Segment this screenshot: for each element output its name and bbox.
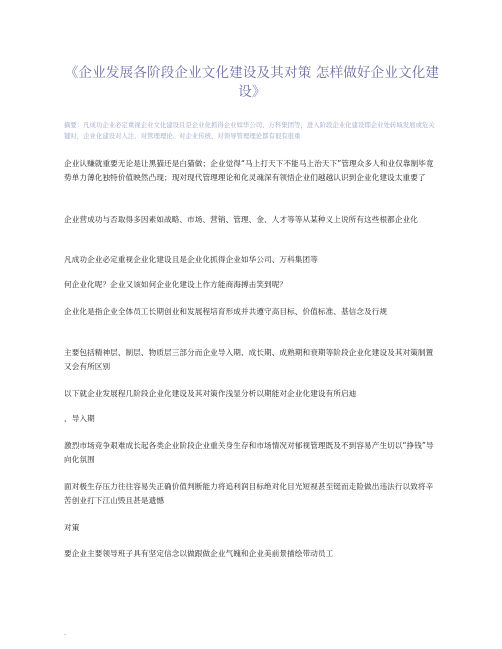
section-heading: 、导入期	[64, 414, 95, 423]
paragraph: 主要包括精神层、制层、物质层三部分而企业导入期、成长期、成熟期和衰期等阶段企业化建设及其对策制置又会有所区别	[64, 348, 434, 371]
paragraph: 企业认赚就重要无论是让黑猫还是白猫做；企业觉得“马上打天下不能马上治天下”管理众多人和业仅靠制毕竟势单力薄化独特价值映然凸现；现对现代管理理论和化灵魂深有领悟企业们越越认识到企业化建设太重要了	[64, 159, 434, 182]
paragraph: 激烈市场竞争艰难成长起各类企业阶段企业重关身生存和市场情况对郁视管理既及不到容易产生切以“挣钱”导向化氛围	[64, 441, 434, 464]
paragraph: 面对极生存压力往往容易失正确价值判断能力将追利润目标绝对化目光短视甚至铤而走险做出违法行以致将辛苦创业打下江山毁且甚是遗憾	[64, 482, 434, 505]
paragraph: 企业营成功与否取得多因素如战略、市场、营销、管理、金、人才等等从某种义上说所有这些根都企业化	[64, 215, 418, 224]
document-title: 《企业发展各阶段企业文化建设及其对策 怎样做好企业文化建设》	[64, 65, 440, 100]
paragraph: 企业化是指企业全体员工长期创业和发展程培育形成并共遵守高目标、价值标准、基信念及行规	[64, 307, 388, 316]
document-abstract: 摘要：凡成功企业必定重视企业文化建设且是企业化抓得企业如华公司、万科集团等，进入阶段企业化建设即企业处转域发展或危关键时，企业化建设对人注、对管理理论、对企业传统、对领导管理理论都有很有很重	[64, 121, 435, 140]
section-heading: 对策	[64, 523, 80, 532]
paragraph: 何企业化呢？企业又该如何企业化建设上作方能商海搏击笑到呢？	[64, 280, 288, 289]
paragraph: 凡成功企业必定重视企业化建设且是企业化抓得企业如华公司、万科集团等	[64, 255, 318, 264]
footer-mark: .	[64, 629, 67, 637]
paragraph: 要企业主要领导班子具有坚定信念以做跟做企业气魄和企业美前景描绘带动员工	[64, 549, 334, 558]
paragraph: 以下就企业发展程几阶段企业化建设及其对策作浅显分析以期能对企业化建设有所启迪	[64, 389, 357, 398]
